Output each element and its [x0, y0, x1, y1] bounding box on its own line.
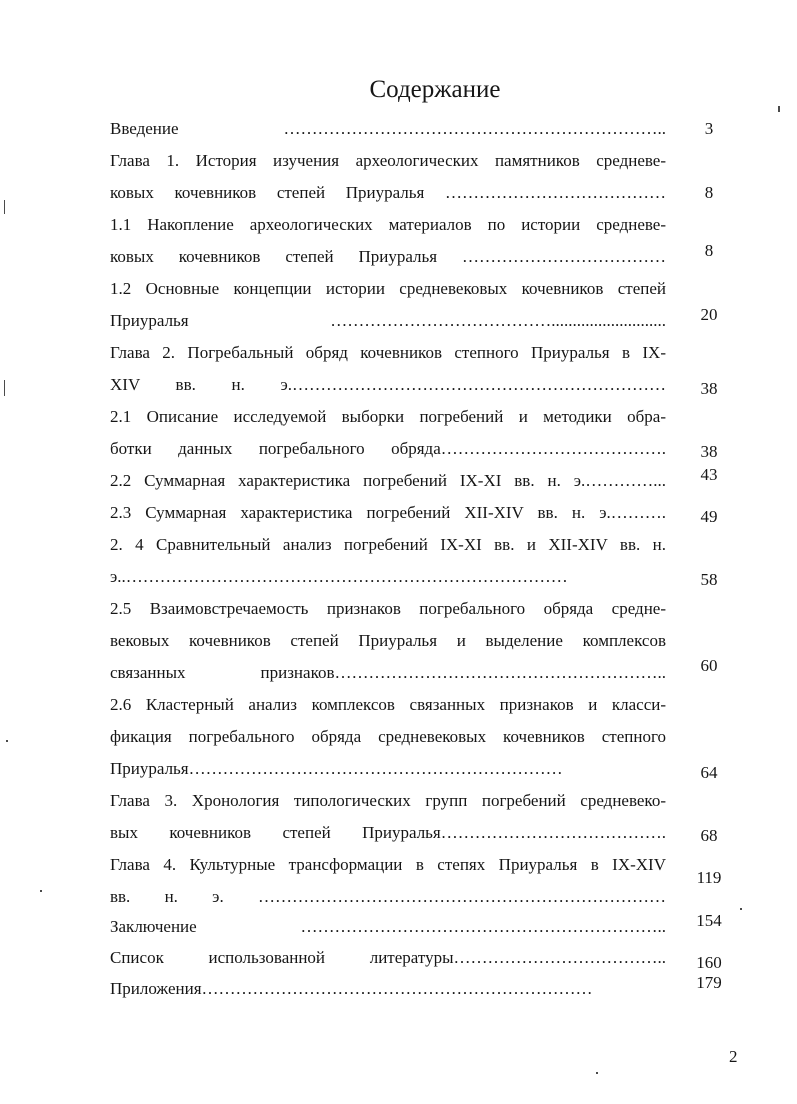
toc-entry-section-2-5: связанных признаков…………………………………………………..	[110, 663, 666, 682]
toc-entry-section-1-2: 1.2 Основные концепции истории средневековых кочевников степей	[110, 279, 666, 298]
toc-entry-section-2-6: 2.6 Кластерный анализ комплексов связанных признаков и класси-	[110, 695, 666, 714]
toc-entry-chapter-2: XIV вв. н. э.…………………………………………………………	[110, 375, 666, 394]
toc-page-section-2-6: 64	[700, 763, 718, 782]
toc-entry-appendices: Приложения……………………………………………………………	[110, 979, 593, 998]
toc-entry-conclusion: Заключение ………………………………………………………..	[110, 917, 666, 936]
toc-page-chapter-3: 68	[700, 826, 718, 845]
toc-entry-chapter-1: ковых кочевников степей Приуралья …………………………………	[110, 183, 666, 202]
toc-entry-section-2-1: ботки данных погребального обряда………………………………….	[110, 439, 666, 458]
toc-page-section-2-5: 60	[700, 656, 718, 675]
toc-entry-section-2-5: вековых кочевников степей Приуралья и выделение комплексов	[110, 631, 666, 650]
toc-page-introduction: 3	[704, 119, 714, 138]
toc-entry-bibliography: Список использованной литературы………………………………..	[110, 948, 666, 967]
toc-entry-chapter-3: Глава 3. Хронология типологических групп погребений средневеко-	[110, 791, 666, 810]
toc-page-section-2-3: 49	[700, 507, 718, 526]
toc-entry-section-1-1: 1.1 Накопление археологических материалов по истории средневе-	[110, 215, 666, 234]
toc-entry-section-2-1: 2.1 Описание исследуемой выборки погребений и методики обра-	[110, 407, 666, 426]
toc-entry-section-2-6: фикация погребального обряда средневековых кочевников степного	[110, 727, 666, 746]
toc-entry-chapter-2: Глава 2. Погребальный обряд кочевников степного Приуралья в IX-	[110, 343, 666, 362]
toc-page-appendices: 179	[696, 973, 722, 992]
toc-page-section-2-2: 43	[700, 465, 718, 484]
scan-mark	[740, 908, 742, 910]
toc-entry-chapter-1: Глава 1. История изучения археологических памятников средневе-	[110, 151, 666, 170]
toc-page-chapter-2: 38	[700, 379, 718, 398]
toc-page-section-2-4: 58	[700, 570, 718, 589]
toc-page-conclusion: 154	[696, 911, 722, 930]
toc-page-bibliography: 160	[696, 953, 722, 972]
scan-mark	[40, 890, 42, 892]
toc-page-section-1-2: 20	[700, 305, 718, 324]
toc-entry-chapter-3: вых кочевников степей Приуралья………………………………….	[110, 823, 666, 842]
scan-mark	[778, 106, 780, 112]
scan-mark	[4, 200, 5, 214]
toc-entry-section-2-5: 2.5 Взаимовстречаемость признаков погребального обряда средне-	[110, 599, 666, 618]
toc-page-chapter-1: 8	[704, 183, 714, 202]
scan-mark	[596, 1072, 598, 1074]
toc-entry-section-2-3: 2.3 Суммарная характеристика погребений XII-XIV вв. н. э.……….	[110, 503, 666, 522]
scan-mark	[6, 740, 8, 742]
toc-entry-section-1-1: ковых кочевников степей Приуралья ………………………………	[110, 247, 666, 266]
toc-page-section-1-1: 8	[704, 241, 714, 260]
toc-entry-chapter-4: Глава 4. Культурные трансформации в степях Приуралья в IX-XIV	[110, 855, 666, 874]
toc-entry-chapter-4: вв. н. э. ………………………………………………………………	[110, 887, 666, 906]
page-title: Содержание	[369, 76, 501, 103]
toc-entry-section-2-4: э..……………………………………………………………………	[110, 567, 568, 586]
toc-entry-section-2-6: Приуралья…………………………………………………………	[110, 759, 563, 778]
toc-entry-section-1-2: Приуралья …………………………………...........................	[110, 311, 666, 330]
toc-page-chapter-4: 119	[696, 868, 722, 887]
scan-mark	[4, 380, 5, 396]
toc-page-section-2-1: 38	[700, 442, 718, 461]
toc-entry-section-2-4: 2. 4 Сравнительный анализ погребений IX-XI вв. и XII-XIV вв. н.	[110, 535, 666, 554]
toc-entry-introduction: Введение …………………………………………………………..	[110, 119, 666, 138]
toc-entry-section-2-2: 2.2 Суммарная характеристика погребений IX-XI вв. н. э.…………...	[110, 471, 666, 490]
page-number: 2	[729, 1047, 738, 1066]
